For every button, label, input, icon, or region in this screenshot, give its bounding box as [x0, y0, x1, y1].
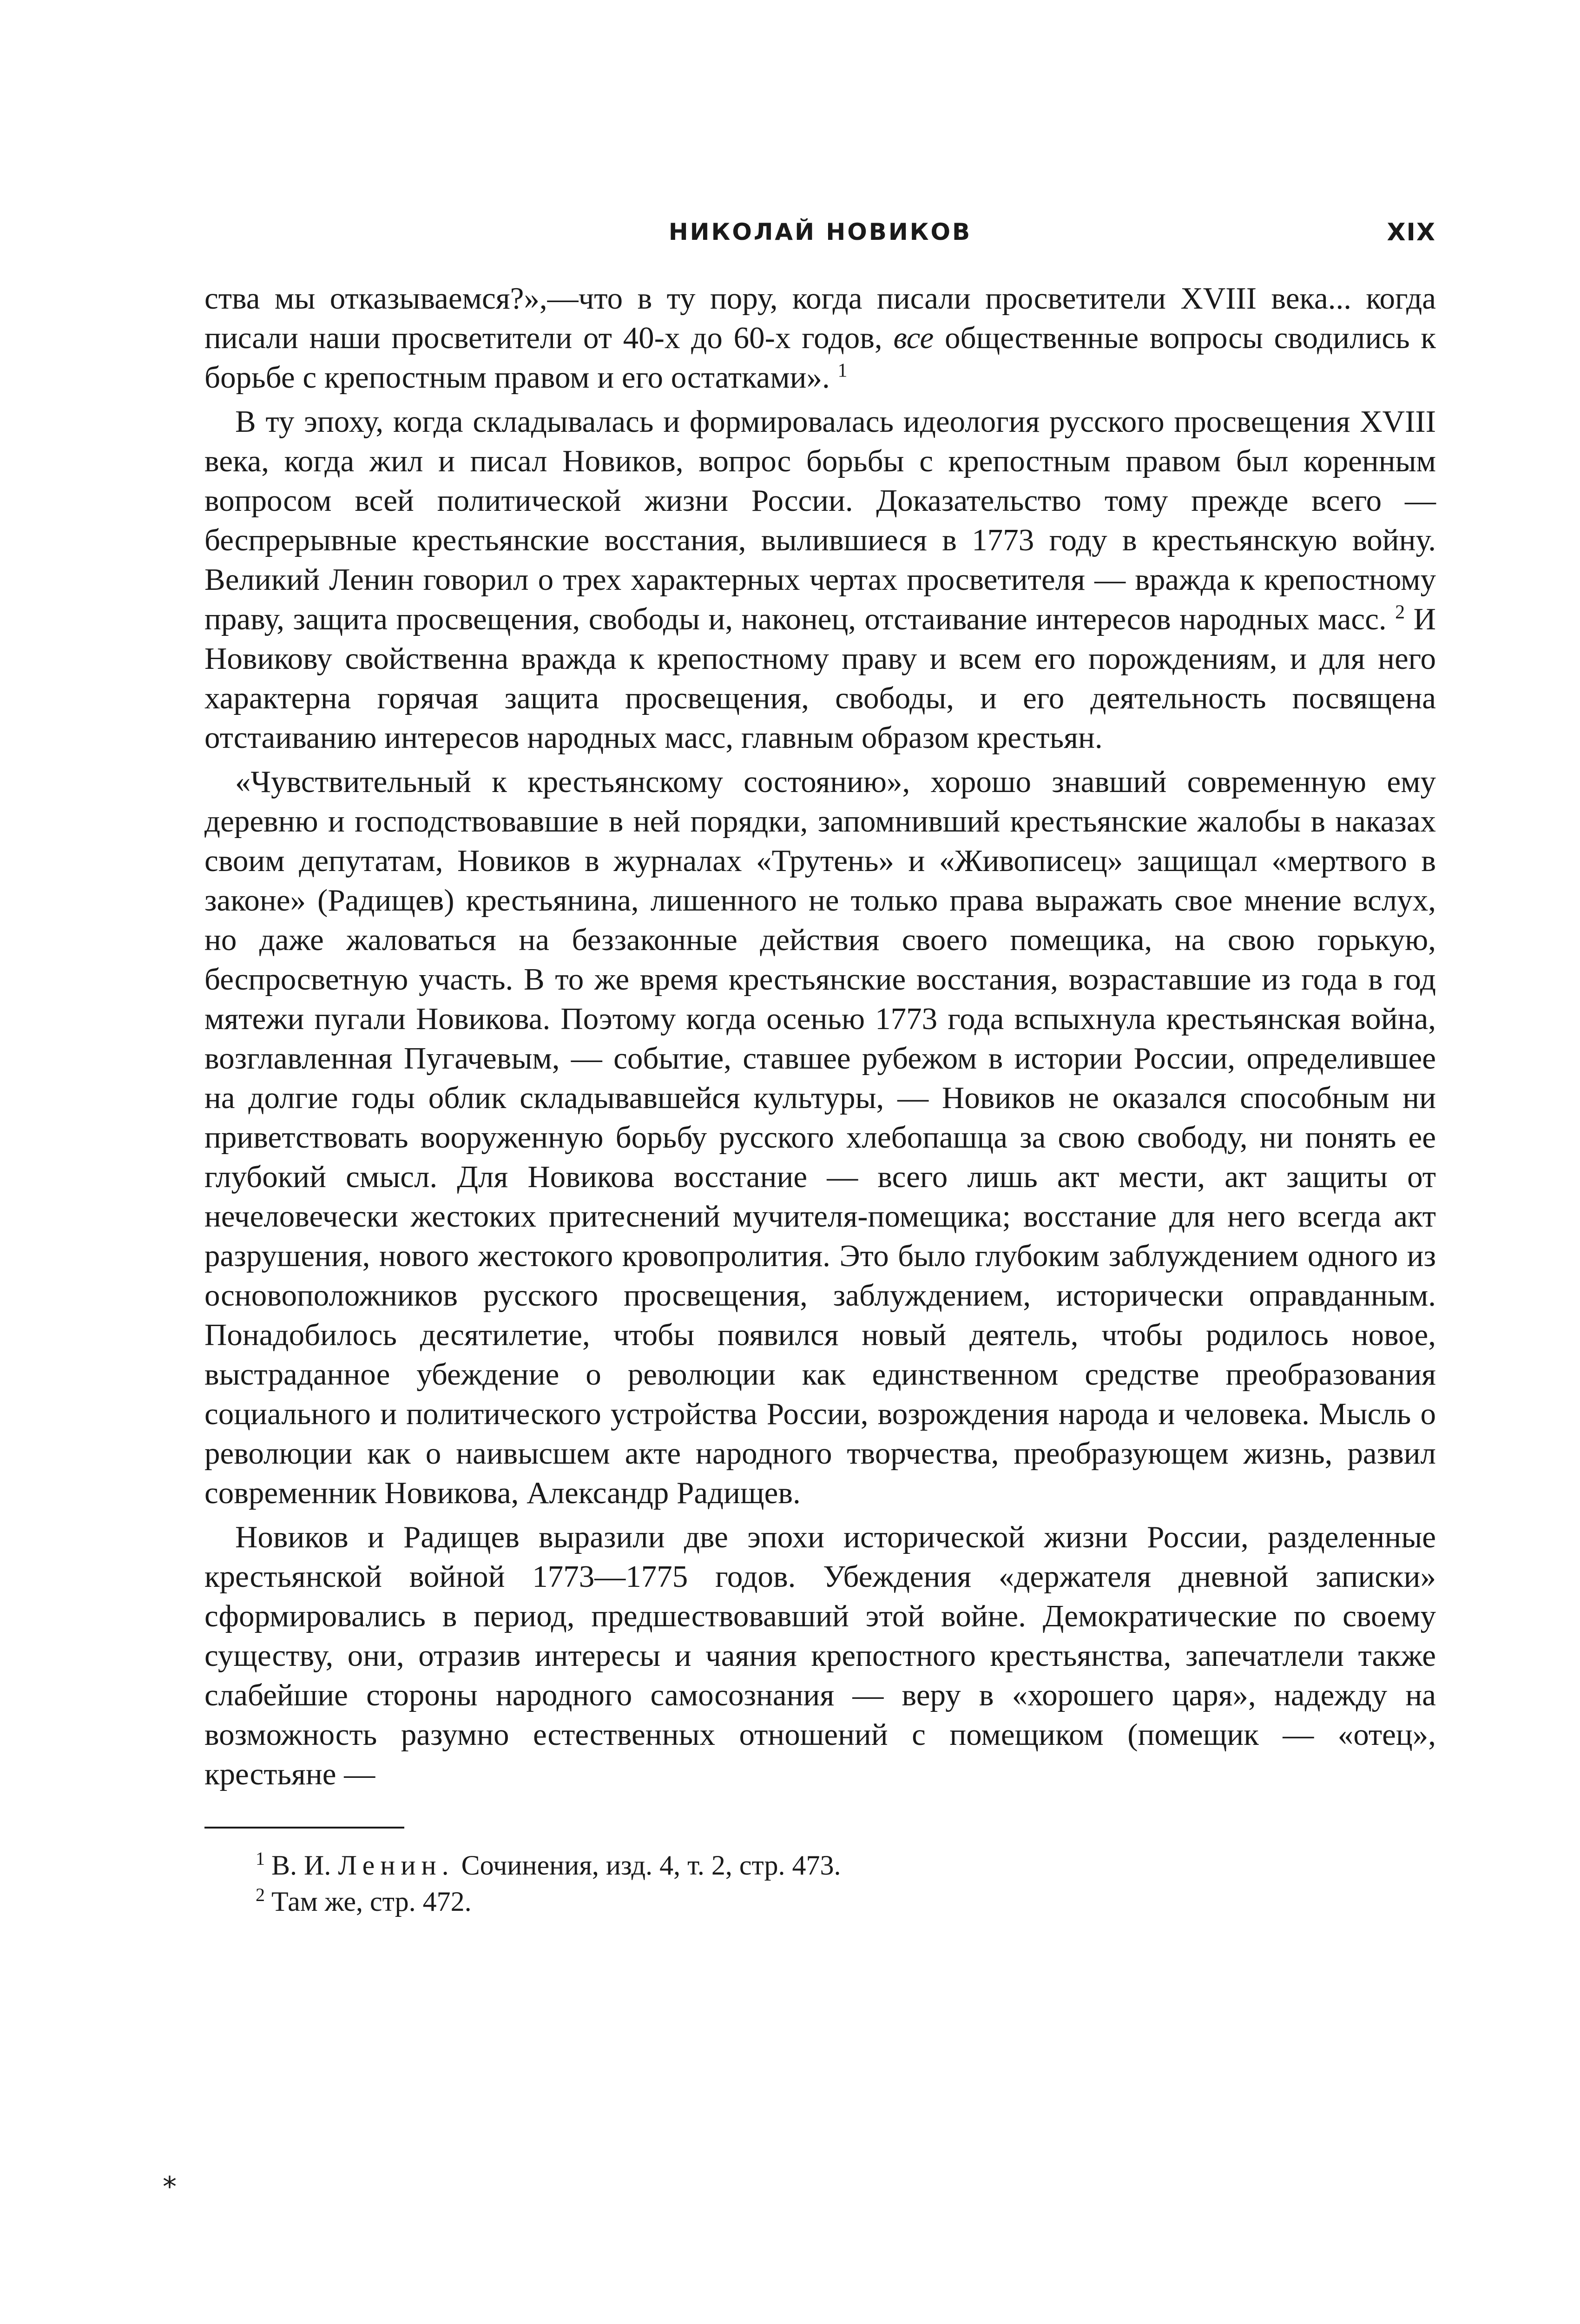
paragraph-1-text-a: ства мы отказываемся?»,—что в ту пору, когда писали просветители XVIII века... когда писали наши просветители от 40-х до 60-х годов,: [204, 281, 1436, 355]
paragraph-1-text-b: общественные вопросы сводились к борьбе с крепостным правом и его остатками».: [204, 321, 1436, 395]
footnotes: [204, 1847, 1436, 1920]
paragraph-2-text-b: И Новикову свойственна вражда к крепостному праву и всем его порождениям, и для него характерна горячая защита просвещения, свободы, и его деятельность посвящена отстаиванию интересов народных масс, главным образом крестьян.: [204, 602, 1436, 755]
footnote-2-mark: 2: [256, 1884, 265, 1905]
paragraph-4: Новиков и Радищев выразили две эпохи исторической жизни России, разделенные крестьянской войной 1773—1775 годов. Убеждения «держателя дневной записки» сформировались в период, предшествовавший этой войне. Демократические по своему существу, они, отразив интересы и чаяния крепостного крестьянства, запечатлели также слабейшие стороны народного самосознания — веру в «хорошего царя», надежду на возможность разумно естественных отношений с помещиком (помещик — «отец», крестьяне —: [204, 1520, 1436, 1791]
paragraph-2: [204, 402, 1436, 758]
paragraph-1: [204, 279, 1436, 397]
footnote-1-pre: В. И.: [271, 1850, 338, 1881]
footnote-ref-1[interactable]: 1: [837, 360, 848, 382]
body-text: [204, 279, 1436, 1794]
footnote-2-text: Там же, стр. 472.: [271, 1886, 472, 1917]
document-page: [163, 218, 1436, 2310]
footnote-1-author: Ленин.: [338, 1850, 454, 1881]
footnote-1-post: Сочинения, изд. 4, т. 2, стр. 473.: [454, 1850, 841, 1881]
footnote-1: [256, 1847, 1436, 1883]
signature-mark: *: [163, 2171, 177, 2203]
running-header: [204, 218, 1436, 260]
footnote-1-mark: 1: [256, 1848, 265, 1869]
footnote-2: [256, 1883, 1436, 1920]
page-number: XIX: [1387, 218, 1436, 246]
footnote-ref-2[interactable]: 2: [1395, 601, 1405, 623]
paragraph-2-text-a: В ту эпоху, когда складывалась и формировалась идеология русского просвещения XVIII века, когда жил и писал Новиков, вопрос борьбы с крепостным правом был коренным вопросом всей политической жизни России. Доказательство тому прежде всего — беспрерывные крестьянские восстания, вылившиеся в 1773 году в крестьянскую войну. Великий Ленин говорил о трех характерных чертах просветителя — вражда к крепостному праву, защита просвещения, свободы и, наконец, отстаивание интересов народных масс.: [204, 404, 1436, 636]
footnote-divider: [204, 1827, 404, 1829]
paragraph-3: «Чувствительный к крестьянскому состоянию», хорошо знавший современную ему деревню и господствовавшие в ней порядки, запомнивший крестьянские жалобы в наказах своим депутатам, Новиков в журналах «Трутень» и «Живописец» защищал «мертвого в законе» (Радищев) крестьянина, лишенного не только права выражать свое мнение вслух, но даже жаловаться на беззаконные действия своего помещика, на свою горькую, беспросветную участь. В то же время крестьянские восстания, возраставшие из года в год мятежи пугали Новикова. Поэтому когда осенью 1773 года вспыхнула крестьянская война, возглавленная Пугачевым, — событие, ставшее рубежом в истории России, определившее на долгие годы облик складывавшейся культуры, — Новиков не оказался способным ни приветствовать вооруженную борьбу русского хлебопашца за свою свободу, ни понять ее глубокий смысл. Для Новикова восстание — всего лишь акт мести, акт защиты от нечеловечески жестоких притеснений мучителя-помещика; восстание для него всегда акт разрушения, нового жестокого кровопролития. Это было глубоким заблуждением одного из основоположников русского просвещения, заблуждением, исторически оправданным. Понадобилось десятилетие, чтобы появился новый деятель, чтобы родилось новое, выстраданное убеждение о революции как единственном средстве преобразования социального и политического устройства России, возрождения народа и человека. Мысль о революции как о наивысшем акте народного творчества, преобразующем жизнь, развил современник Новикова, Александр Радищев.: [204, 765, 1436, 1510]
paragraph-1-emphasis: все: [893, 321, 934, 355]
running-title: НИКОЛАЙ НОВИКОВ: [668, 218, 972, 245]
